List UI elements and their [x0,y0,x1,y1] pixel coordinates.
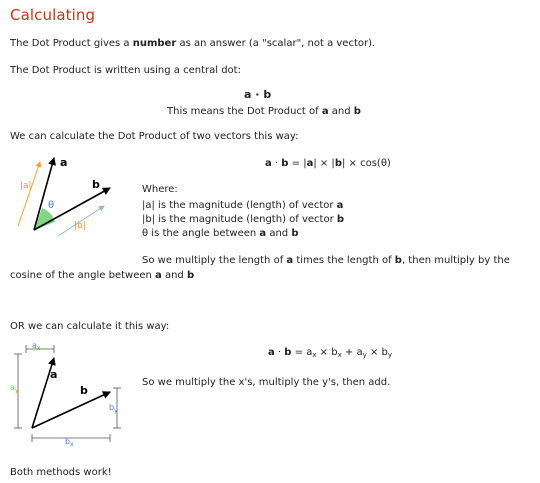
label-ay: $a_y$ [10,383,19,394]
notation-dot: · [255,88,260,101]
method1-intro: We can calculate the Dot Product of two vectors this way: [10,131,299,142]
m1-l2-mid: and [161,270,187,281]
means-line [167,106,361,117]
vector-b-arrow-2 [32,392,110,428]
f2-t3: × b [366,347,388,358]
conclusion: Both methods work! [10,467,112,478]
where-line-3-text: θ is the angle between [142,228,260,239]
means-a: a [321,106,329,117]
guide-mag-a [18,162,40,226]
where-line-3 [142,228,299,239]
label-ax: $a_x$ [32,341,41,352]
page-heading: Calculating [10,6,96,24]
central-dot-paragraph: The Dot Product is written using a central dot: [10,65,241,76]
method1-explanation-line2 [10,270,194,281]
f2-a: a [268,347,275,358]
f2-t1: × b [316,347,338,358]
m1-l2-pre: cosine of the angle between [10,270,156,281]
label-mag-b: |b| [74,221,86,231]
means-mid: and [328,106,354,117]
label-b: b [92,178,100,191]
f2-sub-bx: x [337,351,342,359]
m1-l2-b: b [186,270,195,281]
f2-b: b [284,347,292,358]
f2-sub-by: y [387,351,393,359]
where-line-2-bold: b [336,214,345,225]
m1-a: a [286,255,294,266]
f1-dot: · [271,158,282,169]
intro-paragraph [10,38,375,49]
label-a-2: a [50,368,58,381]
f1-times: | × | [313,158,335,169]
label-a: a [60,156,68,169]
m1-mid: times the length of [293,255,395,266]
where-line-1-text: |a| is the magnitude (length) of vector [142,200,337,211]
where-line-3-a: a [259,228,267,239]
diagram-components [10,340,130,450]
formula-magnitude [265,158,391,169]
f1-b: b [281,158,289,169]
label-theta: θ [48,200,55,211]
f1-mag-b: b [334,158,342,169]
f2-eq: = a [291,347,313,358]
label-mag-a: |a| [20,181,32,191]
formula-components [268,347,392,358]
f1-eq: = | [288,158,307,169]
f2-t2: + a [341,347,363,358]
where-line-3-b: b [291,228,299,239]
m1-post: , then multiply by the [401,255,510,266]
where-line-1-bold: a [336,200,344,211]
f2-sub-ay: y [362,351,367,359]
label-b-2: b [80,384,88,397]
where-title: Where: [142,184,178,195]
m1-l2-a: a [155,270,162,281]
where-line-3-mid: and [266,228,292,239]
method1-explanation-line1 [142,255,510,266]
f1-mag-a: a [306,158,314,169]
where-line-1 [142,200,343,211]
intro-text-pre: The Dot Product gives a [10,38,133,49]
label-by: $b_y$ [109,403,118,414]
means-b: b [353,106,361,117]
method2-explanation: So we multiply the x's, multiply the y's, then add. [142,377,391,388]
intro-text-post: as an answer (a "scalar", not a vector). [176,38,376,49]
method2-intro: OR we can calculate it this way: [10,321,170,332]
f2-sub-ax: x [312,351,317,359]
m1-pre: So we multiply the length of [142,255,287,266]
f1-a: a [265,158,272,169]
notation-a: a [244,88,252,101]
where-line-2 [142,214,344,225]
dot-notation [244,88,271,101]
f1-cos: | × cos(θ) [341,158,391,169]
diagram-magnitude-angle [10,150,130,240]
f2-dot: · [274,347,285,358]
notation-b: b [263,88,272,101]
label-bx: $b_x$ [65,437,74,448]
where-line-2-text: |b| is the magnitude (length) of vector [142,214,337,225]
m1-b: b [394,255,402,266]
intro-text-bold: number [132,38,177,49]
means-pre: This means the Dot Product of [167,106,322,117]
